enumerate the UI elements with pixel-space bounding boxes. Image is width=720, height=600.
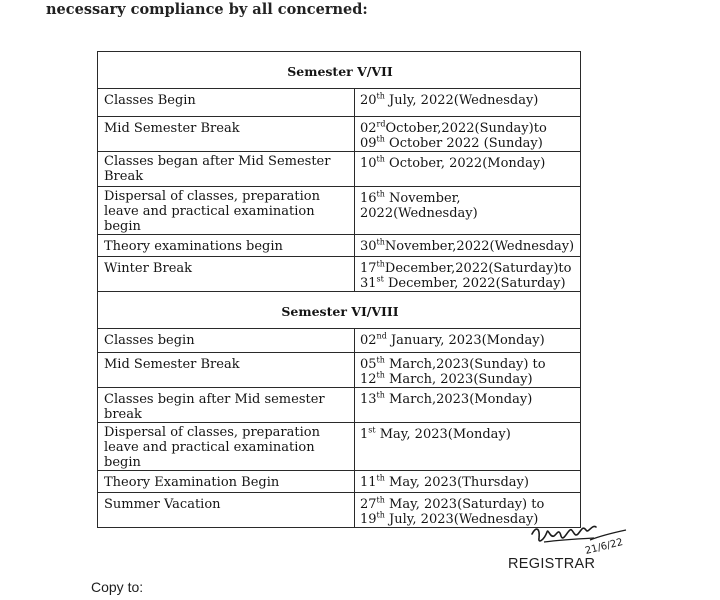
date-cell (355, 117, 581, 152)
event-cell (98, 152, 355, 187)
event-label: Theory examinations begin (104, 239, 283, 254)
intro-line-cut (46, 0, 696, 1)
date-cell (355, 353, 581, 388)
calendar-row (98, 152, 581, 187)
date-rest: October, 2022(Monday) (384, 156, 546, 171)
semester-header-row (98, 292, 581, 329)
date-line (360, 191, 576, 221)
event-cell (98, 329, 355, 353)
event-label: Dispersal of classes, preparation leave and practical examination begin (104, 425, 320, 470)
event-label: Summer Vacation (104, 497, 221, 512)
copy-to-label: Copy to: (91, 579, 144, 595)
date-line (360, 93, 576, 108)
date-day: 05 (360, 357, 377, 372)
date-suffix: th (376, 134, 385, 144)
date-line (360, 372, 576, 387)
event-label: Mid Semester Break (104, 357, 240, 372)
event-cell (98, 257, 355, 292)
event-label: Theory Examination Begin (104, 475, 280, 490)
date-rest: May, 2023(Thursday) (384, 475, 529, 490)
date-rest: March, 2023(Sunday) (384, 372, 533, 387)
date-suffix: th (376, 91, 385, 101)
date-cell (355, 257, 581, 292)
event-cell (98, 423, 355, 471)
date-day: 11 (360, 475, 377, 490)
event-cell (98, 493, 355, 528)
registrar-label: REGISTRAR (508, 556, 596, 572)
date-suffix: rd (376, 119, 386, 129)
calendar-row (98, 187, 581, 235)
date-suffix: st (368, 425, 376, 435)
date-cell (355, 235, 581, 257)
calendar-row (98, 493, 581, 528)
event-label: Classes begin (104, 333, 195, 348)
date-suffix: st (376, 274, 384, 284)
date-day: 1 (360, 427, 369, 442)
date-suffix: nd (376, 331, 387, 341)
event-cell (98, 117, 355, 152)
date-suffix: th (376, 237, 385, 247)
event-label: Classes Begin (104, 93, 196, 108)
event-cell (98, 471, 355, 493)
calendar-row (98, 89, 581, 117)
date-day: 19 (360, 512, 377, 527)
date-cell (355, 471, 581, 493)
semester-header-row (98, 52, 581, 89)
event-cell (98, 187, 355, 235)
date-rest: January, 2023(Monday) (386, 333, 545, 348)
calendar-row (98, 235, 581, 257)
date-rest: December, 2022(Saturday) (383, 276, 566, 291)
intro-line: necessary compliance by all concerned: (46, 1, 368, 18)
calendar-row (98, 117, 581, 152)
date-rest: October 2022 (Sunday) (384, 136, 543, 151)
date-rest: November, 2022(Wednesday) (360, 191, 478, 221)
intro-paragraph (46, 0, 696, 18)
date-suffix: th (376, 370, 385, 380)
event-label: Mid Semester Break (104, 121, 240, 136)
date-line (360, 357, 576, 372)
date-line (360, 333, 576, 348)
event-label: Classes begin after Mid semester break (104, 392, 325, 422)
signature-scribble (530, 518, 640, 560)
date-rest: March,2023(Monday) (384, 392, 533, 407)
date-suffix: th (376, 510, 385, 520)
date-rest: December,2022(Saturday)to (384, 261, 572, 276)
calendar-row (98, 329, 581, 353)
date-rest: October,2022(Sunday)to (385, 121, 547, 136)
date-day: 31 (360, 276, 377, 291)
date-day: 02 (360, 333, 377, 348)
date-day: 10 (360, 156, 377, 171)
date-line (360, 261, 576, 276)
event-label: Winter Break (104, 261, 193, 276)
event-cell (98, 235, 355, 257)
date-rest: July, 2022(Wednesday) (384, 93, 539, 108)
date-cell (355, 152, 581, 187)
date-line (360, 239, 576, 254)
date-cell (355, 423, 581, 471)
date-suffix: th (376, 495, 385, 505)
date-cell (355, 89, 581, 117)
date-line (360, 136, 576, 151)
date-line (360, 276, 576, 291)
date-day: 12 (360, 372, 377, 387)
date-day: 16 (360, 191, 377, 206)
date-suffix: th (376, 355, 385, 365)
event-cell (98, 353, 355, 388)
event-cell (98, 388, 355, 423)
date-suffix: th (376, 259, 385, 269)
event-cell (98, 89, 355, 117)
date-line (360, 121, 576, 136)
date-day: 13 (360, 392, 377, 407)
date-suffix: th (376, 390, 385, 400)
date-day: 09 (360, 136, 377, 151)
date-suffix: th (376, 154, 385, 164)
date-suffix: th (376, 189, 385, 199)
date-cell (355, 187, 581, 235)
date-rest: March,2023(Sunday) to (384, 357, 546, 372)
date-suffix: th (376, 473, 385, 483)
date-cell (355, 329, 581, 353)
date-day: 20 (360, 93, 377, 108)
date-day: 27 (360, 497, 377, 512)
event-label: Dispersal of classes, preparation leave and practical examination begin (104, 189, 320, 234)
academic-calendar-table (97, 51, 581, 528)
date-line (360, 475, 576, 490)
calendar-row (98, 388, 581, 423)
date-line (360, 156, 576, 171)
calendar-row (98, 423, 581, 471)
date-rest: May, 2023(Monday) (375, 427, 511, 442)
date-rest: November,2022(Wednesday) (384, 239, 575, 254)
calendar-row (98, 257, 581, 292)
date-line (360, 497, 576, 512)
semester-title: Semester VI/VIII (98, 292, 581, 329)
signature-date: 21/6/22 (584, 536, 625, 557)
event-label: Classes began after Mid Semester Break (104, 154, 331, 184)
date-day: 17 (360, 261, 377, 276)
date-day: 02 (360, 121, 377, 136)
semester-title: Semester V/VII (98, 52, 581, 89)
date-rest: July, 2023(Wednesday) (384, 512, 539, 527)
calendar-row (98, 471, 581, 493)
date-day: 30 (360, 239, 377, 254)
date-rest: May, 2023(Saturday) to (384, 497, 545, 512)
date-line (360, 427, 576, 442)
date-line (360, 392, 576, 407)
calendar-row (98, 353, 581, 388)
date-cell (355, 388, 581, 423)
